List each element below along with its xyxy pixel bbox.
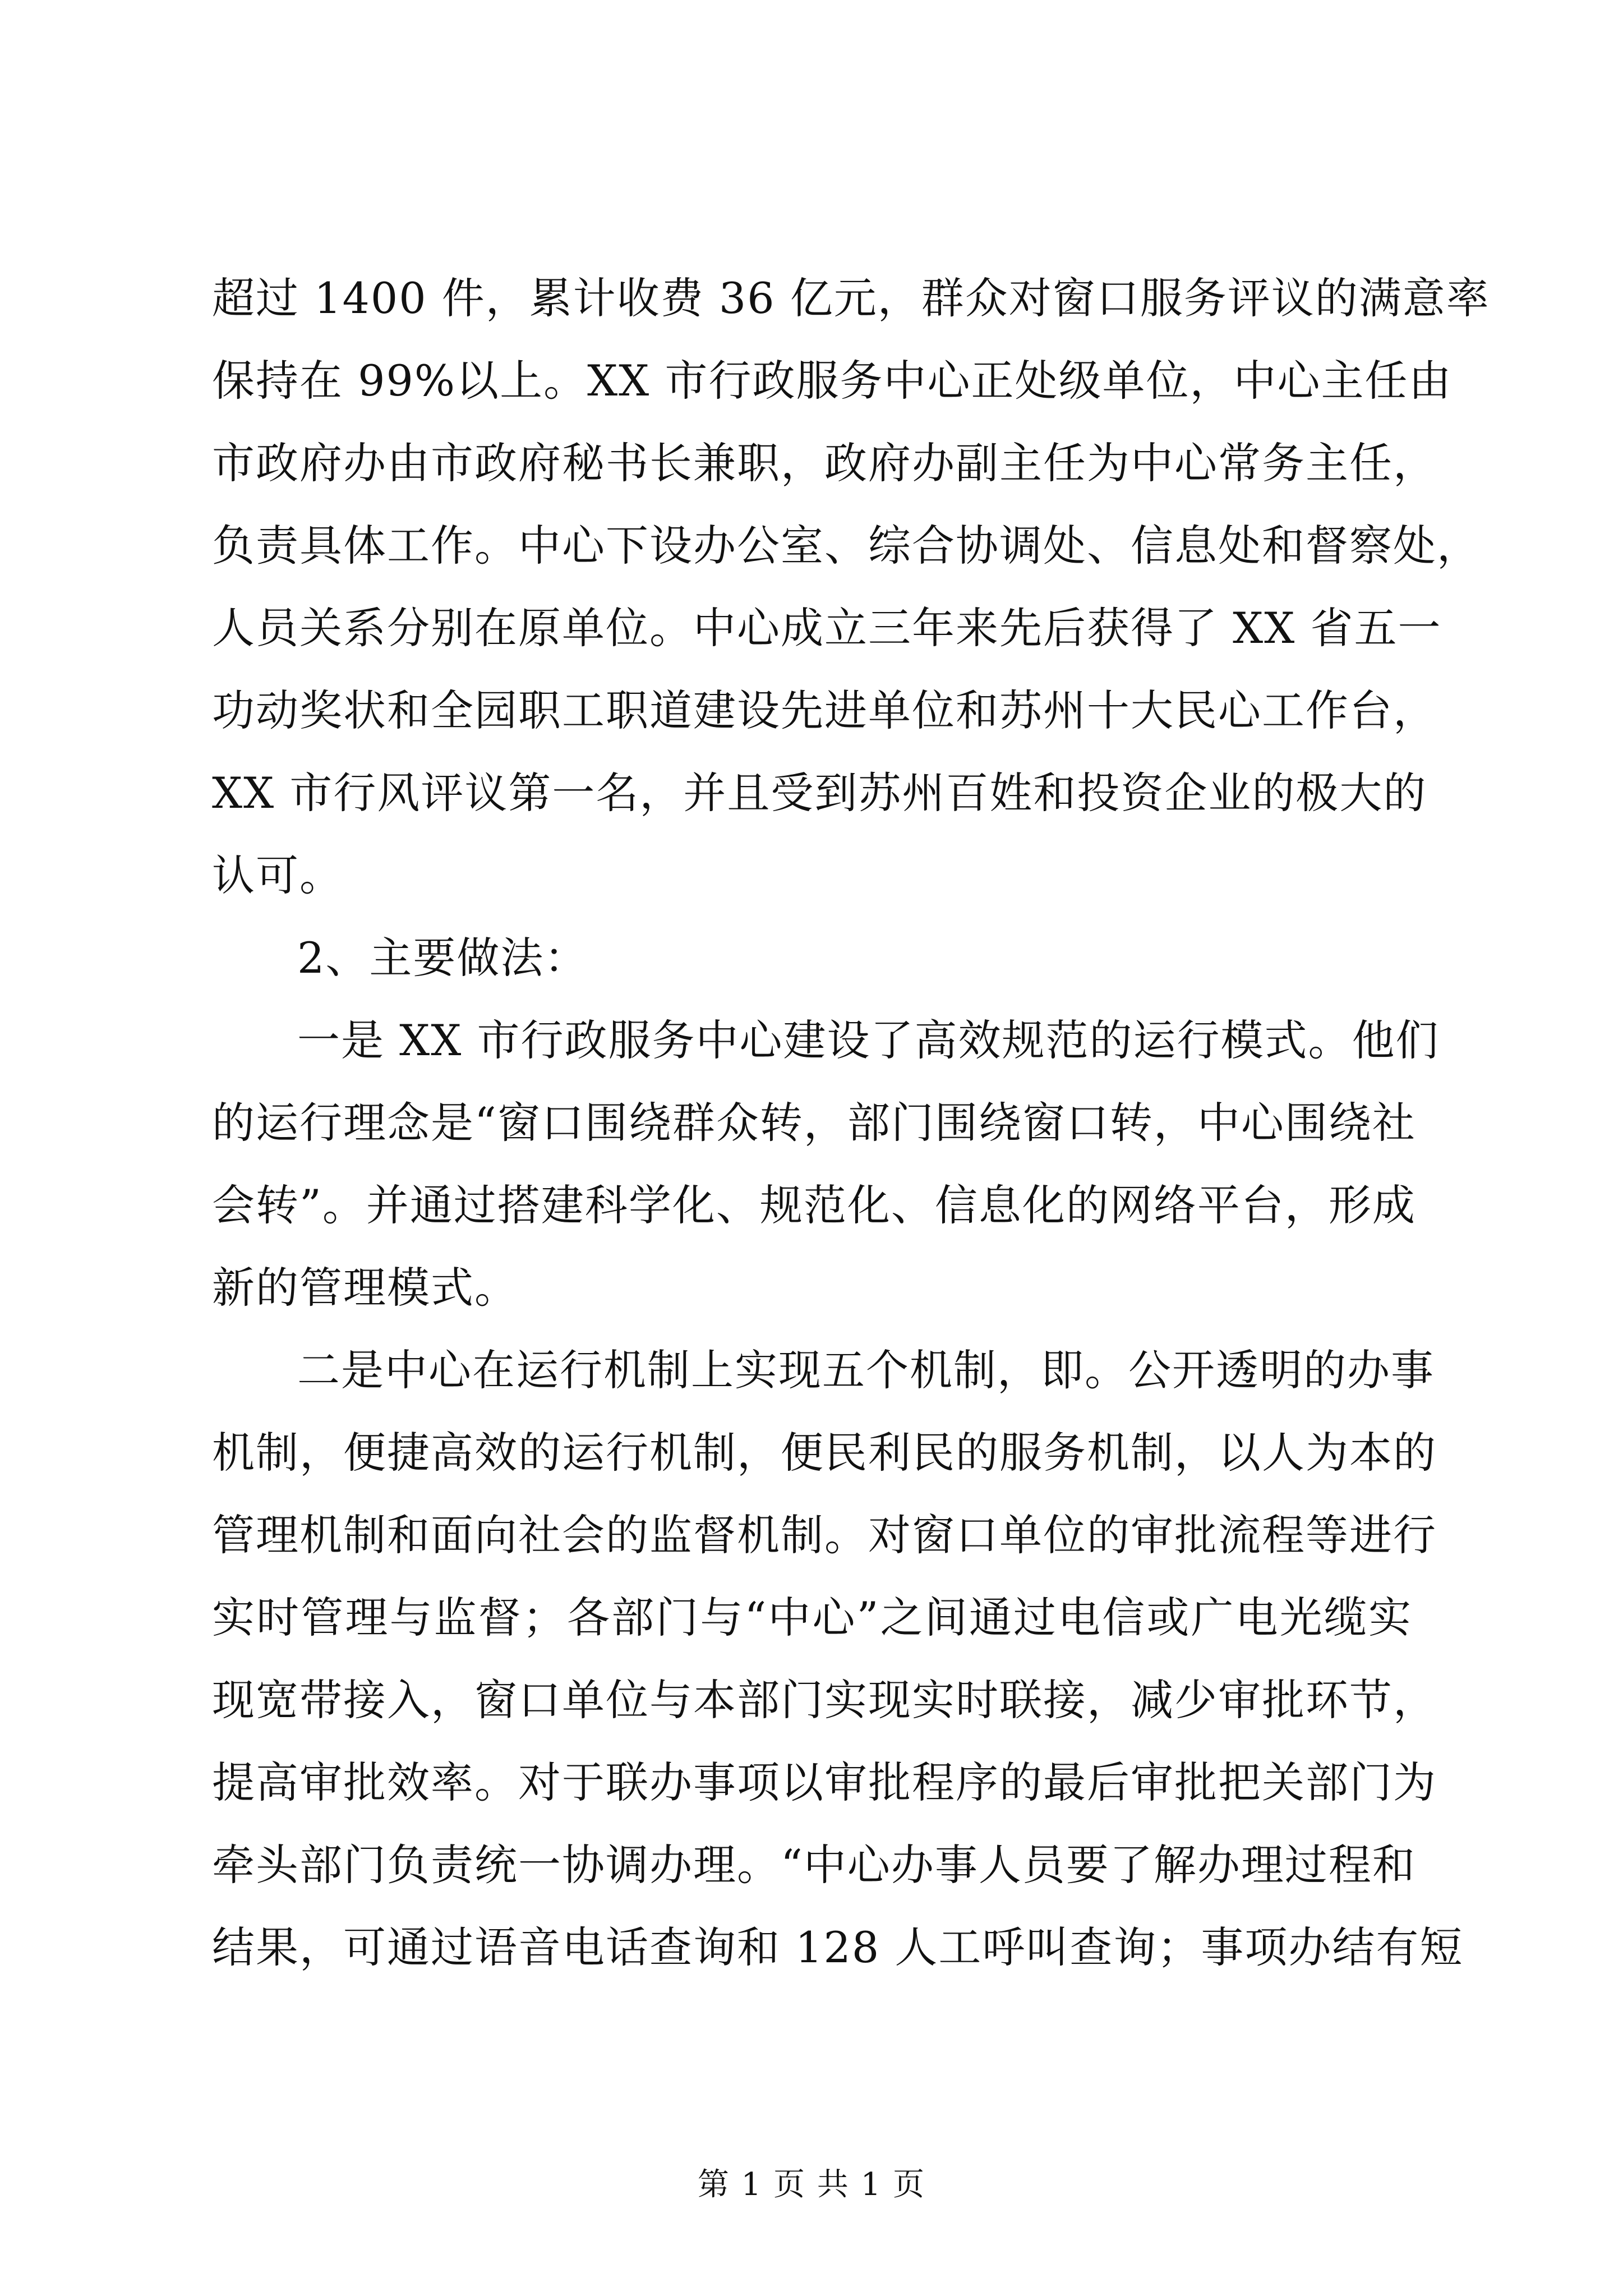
text-line: 一是 XX 市行政服务中心建设了高效规范的运行模式。他们 xyxy=(297,1015,1440,1065)
body-text xyxy=(212,257,1490,1989)
section-heading: 2、主要做法： xyxy=(297,933,588,983)
text-line: 会转”。并通过搭建科学化、规范化、信息化的网络平台，形成 xyxy=(212,1180,1416,1230)
text-line: 实时管理与监督；各部门与“中心”之间通过电信或广电光缆实 xyxy=(212,1593,1412,1642)
text-line: 超过 1400 件，累计收费 36 亿元，群众对窗口服务评议的满意率 xyxy=(212,273,1490,323)
page-footer: 第 1 页 共 1 页 xyxy=(697,2166,926,2203)
text-line: 市政府办由市政府秘书长兼职，政府办副主任为中心常务主任， xyxy=(212,438,1437,488)
text-line: 现宽带接入，窗口单位与本部门实现实时联接，减少审批环节， xyxy=(212,1675,1437,1725)
text-line: 功动奖状和全园职工职道建设先进单位和苏州十大民心工作台， xyxy=(212,685,1437,735)
text-line: 保持在 99%以上。XX 市行政服务中心正处级单位，中心主任由 xyxy=(212,356,1453,406)
text-line: 牵头部门负责统一协调办理。“中心办事人员要了解办理过程和 xyxy=(212,1840,1416,1890)
text-line: XX 市行风评议第一名，并且受到苏州百姓和投资企业的极大的 xyxy=(212,768,1427,818)
text-line: 提高审批效率。对于联办事项以审批程序的最后审批把关部门为 xyxy=(212,1757,1437,1807)
text-line: 机制，便捷高效的运行机制，便民利民的服务机制，以人为本的 xyxy=(212,1428,1437,1478)
text-line: 二是中心在运行机制上实现五个机制，即。公开透明的办事 xyxy=(297,1345,1435,1395)
text-line: 人员关系分别在原单位。中心成立三年来先后获得了 XX 省五一 xyxy=(212,603,1442,653)
text-line: 管理机制和面向社会的监督机制。对窗口单位的审批流程等进行 xyxy=(212,1510,1437,1560)
text-line: 结果，可通过语音电话查询和 128 人工呼叫查询；事项办结有短 xyxy=(212,1922,1464,1972)
text-line: 的运行理念是“窗口围绕群众转，部门围绕窗口转，中心围绕社 xyxy=(212,1098,1416,1148)
text-line: 负责具体工作。中心下设办公室、综合协调处、信息处和督察处， xyxy=(212,521,1481,570)
text-line: 认可。 xyxy=(212,850,343,900)
text-line: 新的管理模式。 xyxy=(212,1263,518,1313)
